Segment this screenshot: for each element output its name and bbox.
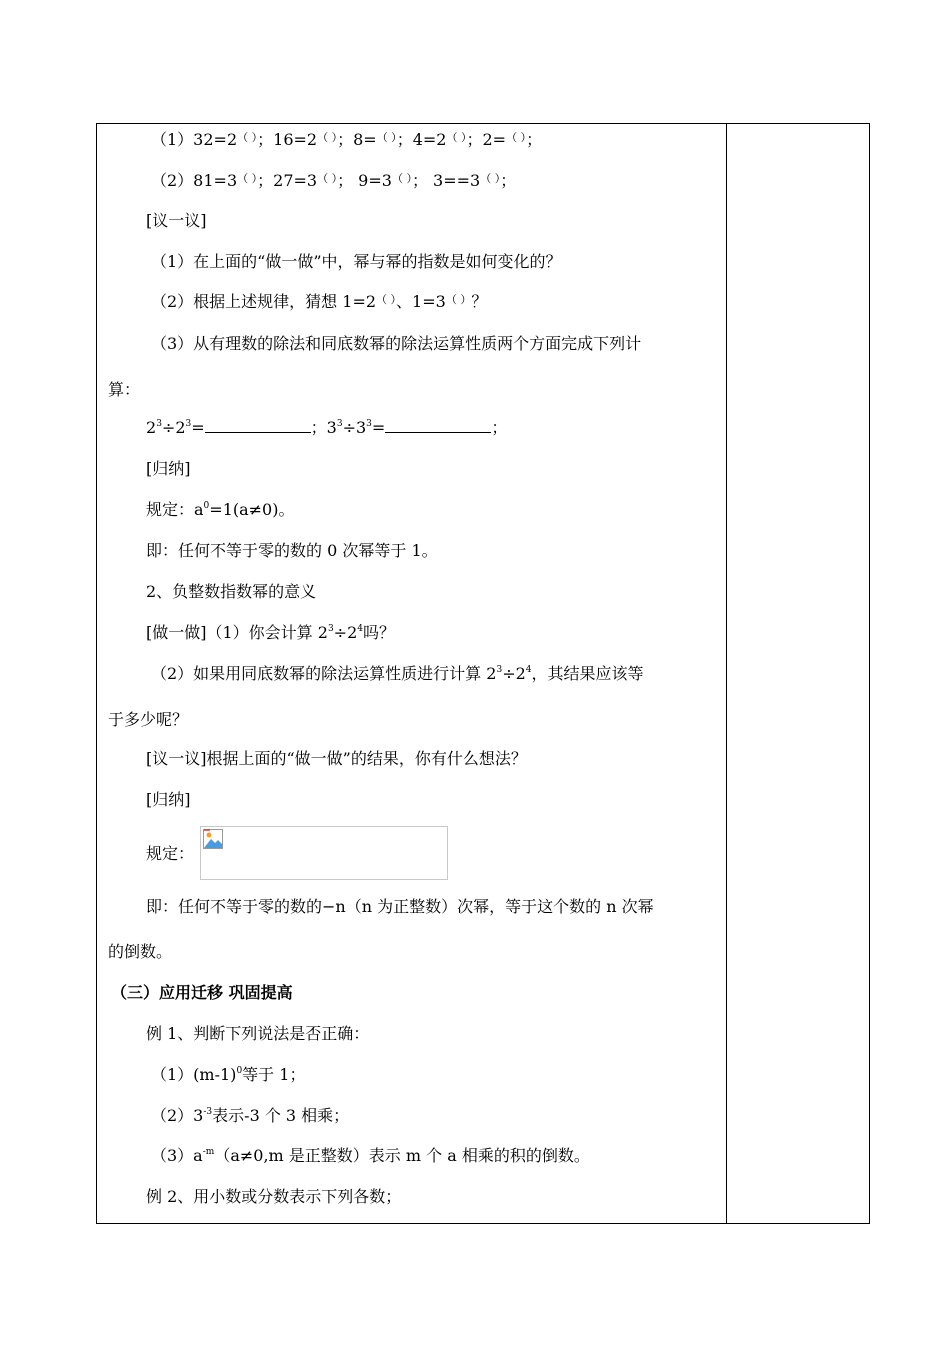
question-3-cont: 算： (108, 380, 141, 399)
broken-image-icon (203, 829, 223, 849)
example-1-item-2: $(2)3^{-3}$表示-3 个 3 相乘； (151, 1106, 350, 1125)
example-1-item-3: $(3)a^{-m}(a\ne 0,m$ 是正整数）表示 m 个 a 相乘的积的倒数。 (151, 1146, 590, 1165)
do-it-2-cont: 于多少呢？ (108, 710, 189, 729)
exercise-line-2: （2）81=3（ ）；27=3（ ）； 9=3（ ）； 3==3（ ）； (151, 171, 517, 190)
rule-zero-exponent: 规定：$a^0=1(a\ne 0)$。 (146, 500, 295, 519)
negative-exponent-statement: 即：任何不等于零的数的−n（n 为正整数）次幂，等于这个数的 n 次幂 (146, 897, 654, 916)
do-it-1: [做一做]（1）你会计算 $2^3\div 2^4$吗？ (146, 623, 396, 642)
rule-negative-exponent: 规定： (146, 844, 195, 863)
calc-line: $2^3\div 2^3=$ ；$3^3\div 3^3=$ ； (146, 418, 508, 437)
section-2-heading: 2、负整数指数幂的意义 (146, 582, 317, 601)
answer-blank-2[interactable] (385, 418, 491, 433)
exercise-line-1: （1）32=2（ ）；16=2（ ）；8=（ ）；4=2（ ）；2=（ ）； (151, 130, 543, 149)
column-divider (726, 124, 727, 1223)
example-2: 例 2、用小数或分数表示下列各数； (146, 1187, 402, 1206)
zero-exponent-statement: 即：任何不等于零的数的 0 次幂等于 1。 (146, 541, 438, 560)
section-3-heading: （三）应用迁移 巩固提高 (111, 983, 293, 1002)
question-1: （1）在上面的“做一做”中，幂与幂的指数是如何变化的？ (151, 252, 562, 271)
lesson-table (96, 123, 870, 1224)
formula-image (200, 826, 448, 880)
summary-heading-1: [归纳] (146, 459, 191, 478)
example-1-item-1: $(1)(m-1)^0$等于 1； (151, 1065, 306, 1084)
question-2: （2）根据上述规律，猜想 1=2（ ）、1=3（ ）？ (151, 292, 488, 311)
example-1: 例 1、判断下列说法是否正确： (146, 1024, 370, 1043)
question-3: （3）从有理数的除法和同底数幂的除法运算性质两个方面完成下列计 (151, 334, 642, 353)
answer-blank-1[interactable] (205, 418, 311, 433)
discuss-2: [议一议]根据上面的“做一做”的结果，你有什么想法？ (146, 749, 527, 768)
summary-heading-2: [归纳] (146, 790, 191, 809)
do-it-2: （2）如果用同底数幂的除法运算性质进行计算 $2^3\div 2^4$，其结果应该等 (151, 664, 644, 683)
negative-exponent-statement-cont: 的倒数。 (108, 942, 173, 961)
discuss-heading-1: [议一议] (146, 211, 207, 230)
